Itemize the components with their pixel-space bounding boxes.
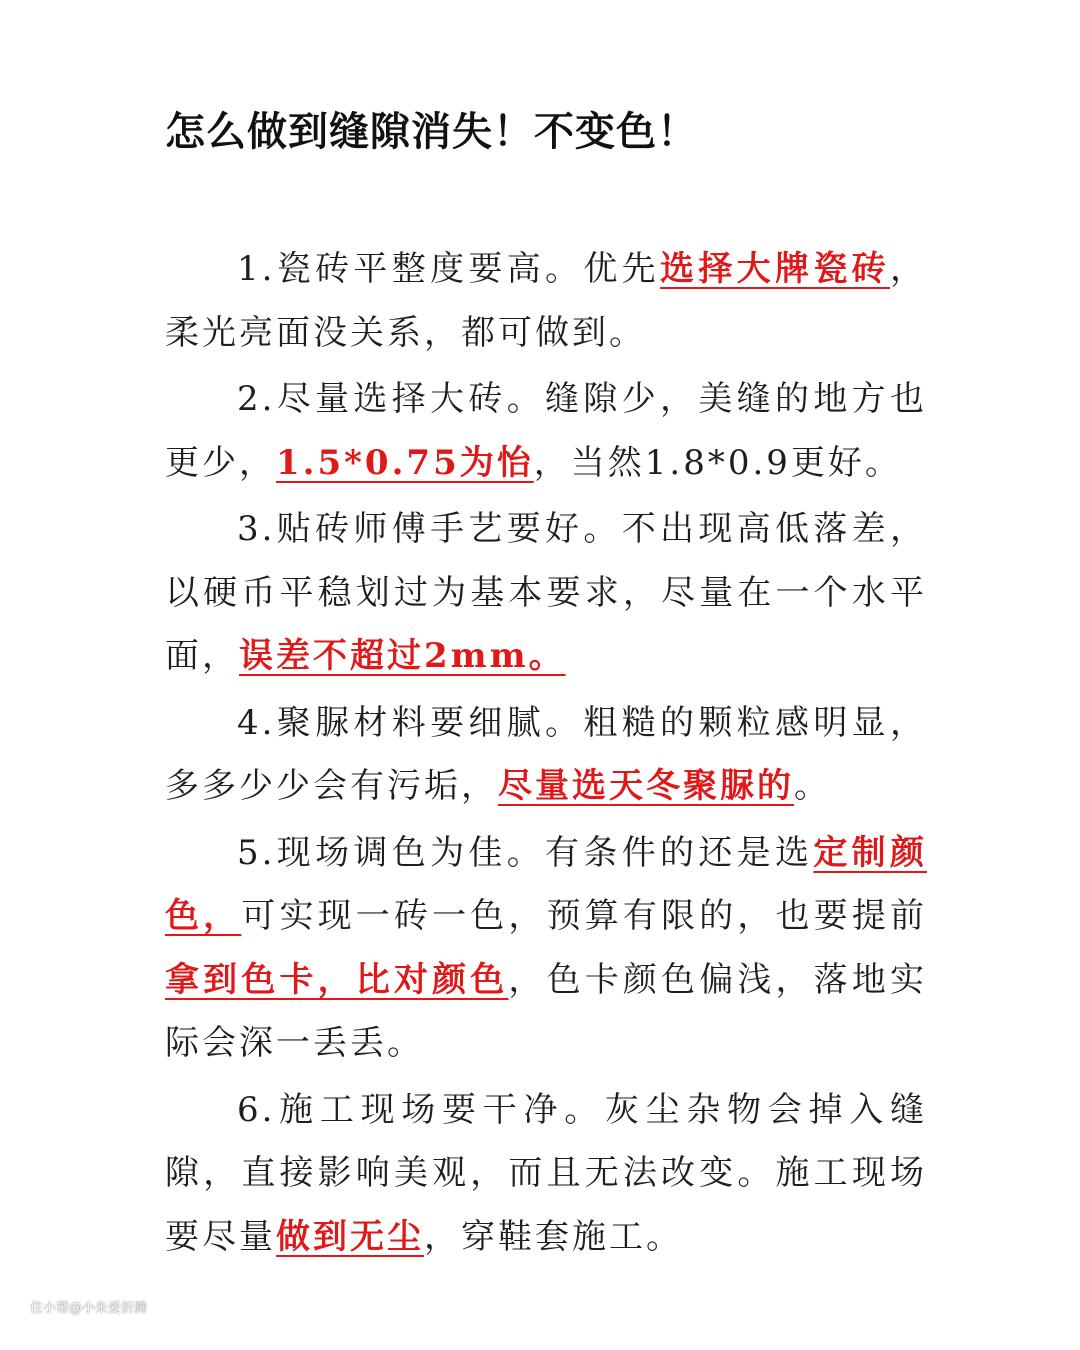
paragraph-2 <box>165 368 927 495</box>
paragraph-6 <box>165 1079 927 1270</box>
highlighted-text: 拿到色卡，比对颜色 <box>165 959 509 1000</box>
highlighted-text: 做到无尘 <box>276 1216 424 1257</box>
highlighted-text: 尽量选天冬聚脲的 <box>498 766 794 806</box>
paragraph-text: 可实现一砖一色，预算有限的，也要提前 <box>241 896 928 936</box>
paragraph-text: ，穿鞋套施工。 <box>424 1216 683 1257</box>
highlighted-text: 选择大牌瓷砖 <box>660 249 890 289</box>
article-body <box>165 238 927 1272</box>
paragraph-4 <box>165 692 927 819</box>
paragraph-text: 。 <box>794 766 831 806</box>
page-title: 怎么做到缝隙消失！不变色！ <box>165 108 698 155</box>
paragraph-text: 3.贴砖师傅手艺要好。不出现高低落差，以硬币平稳划过为基本要求，尽量在一个水平面， <box>165 509 927 676</box>
watermark: 住小帮@小朱爱折腾 <box>30 1301 148 1316</box>
paragraph-text: 5.现场调色为佳。有条件的还是选 <box>237 832 814 873</box>
paragraph-1 <box>165 238 927 365</box>
paragraph-5 <box>165 822 927 1076</box>
paragraph-text: 1.瓷砖平整度要高。优先 <box>237 249 661 289</box>
paragraph-3 <box>165 498 927 689</box>
paragraph-text: ，柔光亮面没关系，都可做到。 <box>165 249 927 353</box>
highlighted-text: 1.5*0.75为怡 <box>276 442 534 483</box>
paragraph-text: ，色卡颜色偏浅，落地实际会深一丢丢。 <box>165 959 928 1063</box>
paragraph-text: ，当然1.8*0.9更好。 <box>533 442 902 483</box>
paragraph-text: 2.尽量选择大砖。缝隙少，美缝的地方也更少， <box>165 379 927 483</box>
paragraph-text: 4.聚脲材料要细腻。粗糙的颗粒感明显，多多少少会有污垢， <box>165 702 927 806</box>
highlighted-text: 定制颜色， <box>165 832 927 936</box>
highlighted-text: 误差不超过2mm。 <box>239 636 566 676</box>
paragraph-text: 6.施工现场要干净。灰尘杂物会掉入缝隙，直接影响美观，而且无法改变。施工现场要尽量 <box>165 1089 927 1257</box>
